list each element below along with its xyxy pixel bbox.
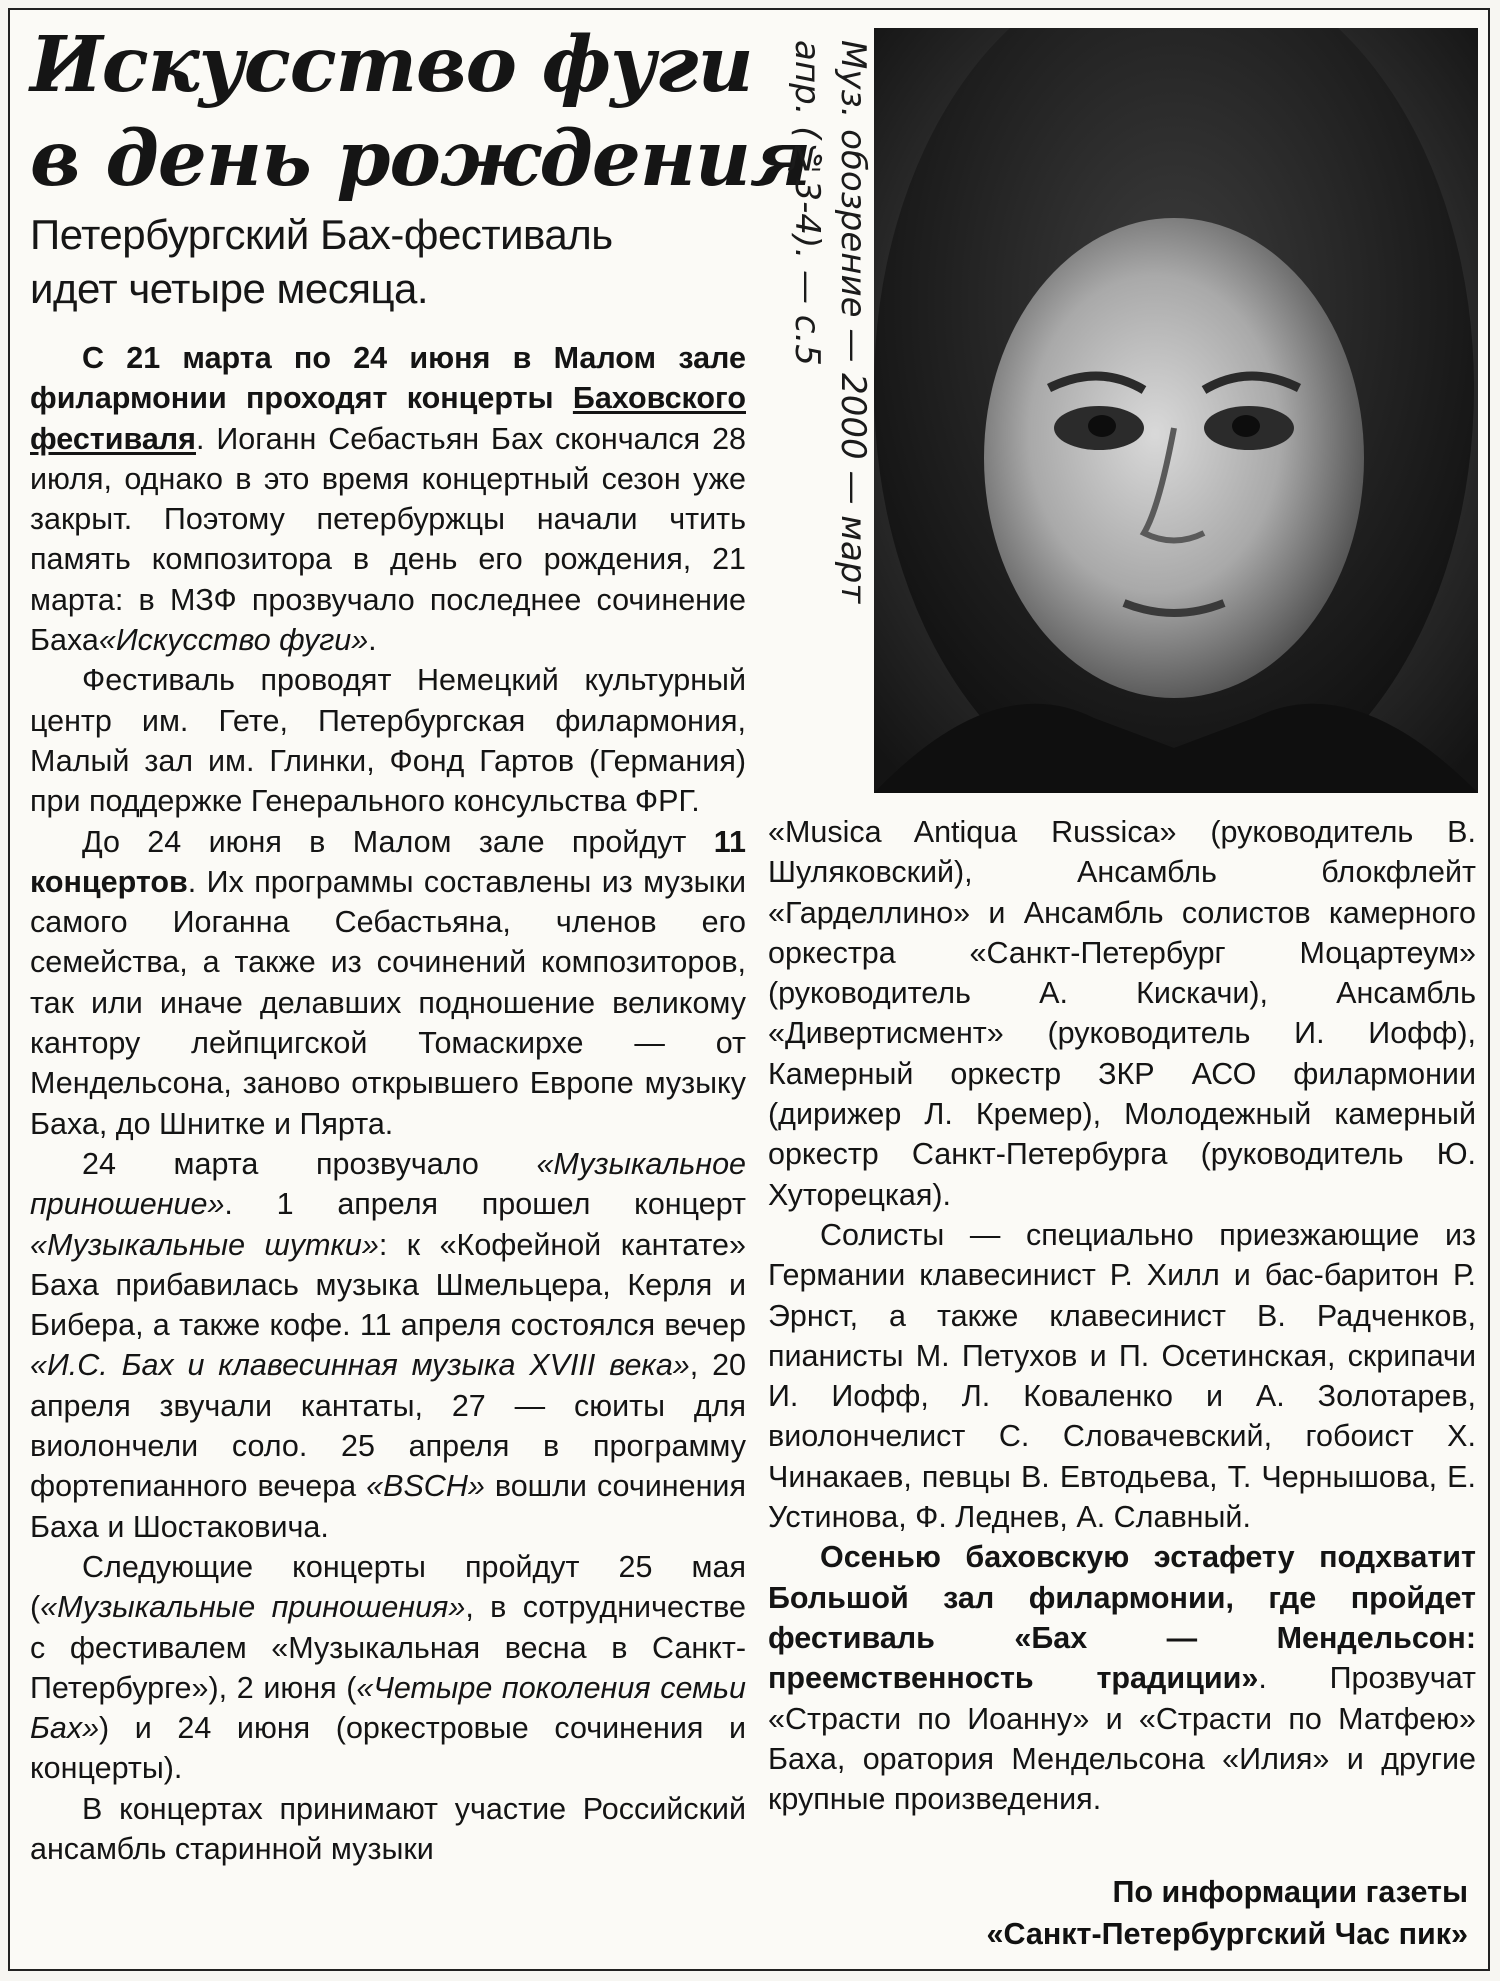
- p5-text-2: , в сотрудничестве с фестивалем «Музыкальная весна в Санкт-Петербурге»), 2 июня (: [30, 1590, 746, 1705]
- source-line-2: «Санкт-Петербургский Час пик»: [986, 1917, 1468, 1951]
- p4-text-1: 24 марта прозвучало: [82, 1146, 479, 1181]
- portrait-photo: [874, 28, 1478, 793]
- p4-text-3: : к «Кофейной кантате» Баха прибавилась музыка Шмельцера, Керля и Бибера, а также кофе. 11 апреля состоялся вечер: [30, 1227, 746, 1343]
- headline: [30, 18, 830, 206]
- headline-line-2: в день рождения: [30, 114, 811, 204]
- lead-bold-underlined: Баховского фестиваля: [30, 381, 746, 456]
- p4-text-2: . 1 апреля прошел концерт: [224, 1187, 746, 1222]
- p5-text-3: ) и 24 июня (оркестровые сочинения и концерты).: [30, 1711, 746, 1786]
- p4-italic-1: «Музыкальное приношение»: [30, 1146, 746, 1222]
- p4-text-4: , 20 апреля звучали кантаты, 27 — сюиты для виолончели соло. 25 апреля в программу фортепианного вечера: [30, 1348, 747, 1504]
- source-line-1: По информации газеты: [1112, 1875, 1468, 1909]
- paragraph-6: В концертах принимают участие Российский ансамбль старинной музыки: [30, 1791, 746, 1866]
- paragraph-6-continued: «Musica Antiqua Russica» (руководитель В. Шуляковский), Ансамбль блокфлейт «Гарделлино» и Ансамбль солистов камерного оркестра «Санкт-Петербург Моцартеум» (руководитель А. Кискачи), Ансамбль «Дивертисмент» (руководитель И. Иофф), Камерный оркестр ЗКР АСО филармонии (дирижер Л. Кремер), Молодежный камерный оркестр Санкт-Петербурга (руководитель Ю. Хуторецкая).: [768, 815, 1476, 1212]
- paragraph-3-rest: . Их программы составлены из музыки самого Иоганна Себастьяна, членов его семейства, а также из сочинений композиторов, так или иначе делавших подношение великому кантору лейпцигской Томаскирхе — от Мендельсона, заново открывшего Европе музыку Баха, до Шнитке и Пярта.: [30, 864, 746, 1141]
- p4-italic-4: «BSCH»: [366, 1469, 485, 1504]
- p4-italic-3: «И.С. Бах и клавесинная музыка XVIII века»: [30, 1348, 690, 1383]
- portrait-bach-icon: [874, 28, 1478, 793]
- paragraph-2: Фестиваль проводят Немецкий культурный центр им. Гете, Петербургская филармония, Малый зал им. Глинки, Фонд Гартов (Германия) при поддержке Генерального консульства ФРГ.: [30, 663, 746, 819]
- paragraph-4: [30, 1144, 746, 1547]
- handwritten-line-2: апр. (№3-4). — с.5: [787, 40, 827, 366]
- paragraph-5: [30, 1547, 746, 1789]
- article-column-left: [30, 338, 746, 1869]
- lead-bold: С 21 марта по 24 июня в Малом зале филармонии проходят концерты: [30, 341, 746, 416]
- p5-italic-2: «Четыре поколения семьи Бах»: [30, 1670, 746, 1746]
- source-credit: [768, 1871, 1468, 1955]
- p4-italic-2: «Музыкальные шутки»: [30, 1227, 379, 1262]
- p5-text-1: Следующие концерты пройдут 25 мая (: [30, 1549, 746, 1625]
- paragraph-1-italic: «Искусство фуги»: [98, 623, 369, 658]
- paragraph-3-start: До 24 июня в Малом зале пройдут: [82, 824, 687, 859]
- subheadline: [30, 208, 760, 316]
- paragraph-7: Солисты — специально приезжающие из Германии клавесинист Р. Хилл и бас-баритон Р. Эрнст, а также клавесинист В. Радченков, пианисты М. Петухов и П. Осетинская, скрипачи И. Иофф, Л. Коваленко и А. Золотарев, виолончелист С. Словачевский, гобоист Х. Чинакаев, певцы В. Евтодьева, Т. Чернышова, Е. Устинова, Ф. Леднев, А. Славный.: [768, 1217, 1476, 1535]
- paragraph-8-rest: . Прозвучат «Страсти по Иоанну» и «Страсти по Матфею» Баха, оратория Мендельсона «Илия» и другие крупные произведения.: [768, 1661, 1476, 1817]
- p4-text-5: вошли сочинения Баха и Шостаковича.: [30, 1469, 746, 1544]
- handwritten-annotation: [786, 40, 876, 780]
- handwritten-line-1: Муз. обозрение — 2000 — март: [833, 40, 873, 604]
- paragraph-8: [768, 1537, 1476, 1819]
- article-column-right: [768, 812, 1476, 1819]
- subheadline-line-1: Петербургский Бах-фестиваль: [30, 211, 613, 258]
- subheadline-line-2: идет четыре месяца.: [30, 265, 429, 312]
- paragraph-8-bold: Осенью баховскую эстафету подхватит Большой зал филармонии, где пройдет фестиваль «Бах — Мендельсон: преемственность традиции»: [768, 1540, 1476, 1696]
- p5-italic-1: «Музыкальные приношения»: [40, 1590, 466, 1625]
- paragraph-1-end: .: [368, 623, 377, 658]
- paragraph-1: [30, 338, 746, 660]
- paragraph-1-text: . Иоганн Себастьян Бах скончался 28 июля, однако в это время концертный сезон уже закрыт. Поэтому петербуржцы начали чтить память композитора в день его рождения, 21 марта: в МЗФ прозвучало последнее сочинение Баха: [30, 421, 746, 658]
- paragraph-3: [30, 822, 746, 1144]
- paragraph-3-bold: 11 концертов: [30, 824, 746, 899]
- headline-line-1: Искусство фуги: [30, 20, 753, 110]
